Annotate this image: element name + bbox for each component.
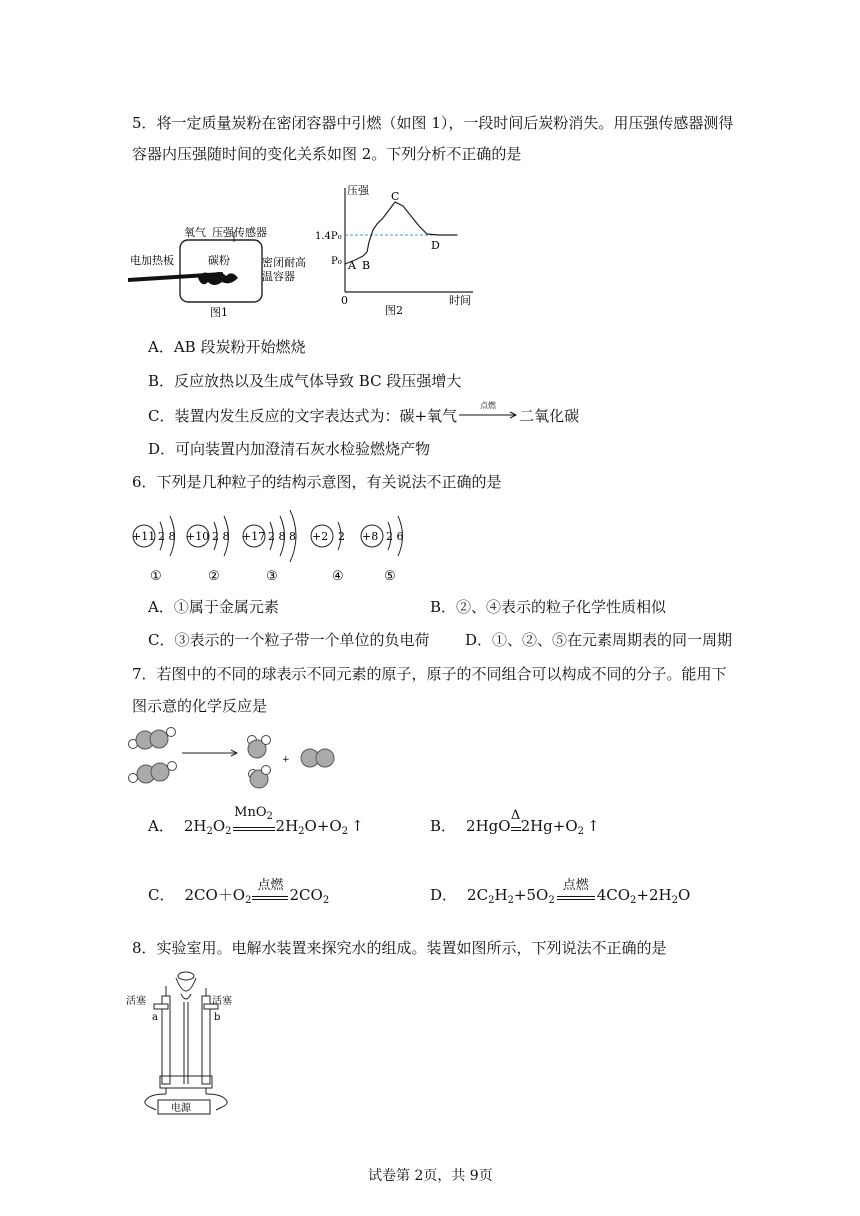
q7-option-c: C． $2CO+O_2$ 点燃 $2CO_2$ <box>148 878 330 906</box>
q5-option-c-condition: 点燃 <box>480 401 497 410</box>
fig1-container-label1: 密闭耐高 <box>262 256 306 269</box>
q7-stem-line1: 7．若图中的不同的球表示不同元素的原子，原子的不同组合可以构成不同的分子。能用下 <box>132 665 727 683</box>
q8-valve-right-label: 活塞 <box>212 996 232 1007</box>
atom-5 <box>361 516 404 584</box>
q6-atom-diagrams <box>128 502 428 588</box>
q7-c-condition: 点燃 <box>252 890 288 900</box>
svg-text:+2: +2 <box>312 530 329 543</box>
q7-d-condition: 点燃 <box>557 890 595 900</box>
q8-power-label: 电源 <box>171 1103 191 1114</box>
q6-stem: 6．下列是几种粒子的结构示意图，有关说法不正确的是 <box>132 473 502 491</box>
fig2-point-b: B <box>362 259 371 272</box>
q7-molecule-diagram <box>128 722 348 792</box>
reactant-molecule-2 <box>129 762 177 784</box>
q6-option-b: B．②、④表示的粒子化学性质相似 <box>430 598 667 616</box>
q5-option-c-arrow <box>457 401 519 421</box>
fig2-ylabel: 压强 <box>347 184 369 197</box>
q6-option-d: D．①、②、⑤在元素周期表的同一周期 <box>465 631 733 649</box>
svg-text:④: ④ <box>332 569 344 584</box>
q7-option-b: B． 2HgO Δ $2Hg+O_2$ ↑ <box>430 808 600 837</box>
product-water-1 <box>248 736 271 759</box>
plus-sign: + <box>282 755 290 765</box>
svg-text:2 8: 2 8 <box>212 530 230 543</box>
fig2-caption: 图2 <box>385 304 403 317</box>
svg-text:③: ③ <box>266 569 278 584</box>
fig1-sensor-label: 压强传感器 <box>212 226 267 239</box>
q7-b-condition: Δ <box>511 820 521 831</box>
q7-a-condition: MnO$_2$ <box>233 821 275 831</box>
fig1-container-label2: 温容器 <box>262 270 295 283</box>
fig2-origin: 0 <box>341 294 348 307</box>
svg-text:+10: +10 <box>186 530 210 543</box>
q5-stem-line2: 容器内压强随时间的变化关系如图 2。下列分析不正确的是 <box>132 145 522 163</box>
q7-option-d: D． $2C_2H_2+5O_2$ 点燃 $4CO_2+2H_2O$ <box>430 878 691 906</box>
fig2-p14-label: 1.4P₀ <box>315 231 342 242</box>
svg-text:2 8 8: 2 8 8 <box>268 530 296 543</box>
svg-text:+17: +17 <box>242 530 266 543</box>
atom-2 <box>186 516 230 584</box>
q8-tube-a-label: a <box>152 1012 158 1023</box>
svg-text:+11: +11 <box>132 530 156 543</box>
q5-stem-line1: 5．将一定质量炭粉在密闭容器中引燃（如图 1），一段时间后炭粉消失。用压强传感器测得 <box>132 114 734 132</box>
q8-stem: 8．实验室用。电解水装置来探究水的组成。装置如图所示，下列说法不正确的是 <box>132 939 667 957</box>
svg-text:2 6: 2 6 <box>386 530 404 543</box>
q5-figure2 <box>315 180 485 320</box>
svg-text:②: ② <box>208 569 220 584</box>
atom-3 <box>242 510 296 584</box>
q8-electrolysis-apparatus <box>126 966 236 1116</box>
fig1-carbon-label: 碳粉 <box>208 254 230 267</box>
q7-option-a: A． $2H_2O_2$ MnO$_2$ $2H_2O+O_2$ ↑ <box>148 805 364 837</box>
fig2-p0-label: P₀ <box>331 256 342 267</box>
q5-figure1 <box>128 212 328 322</box>
svg-text:+8: +8 <box>362 530 379 543</box>
q6-option-c: C．③表示的一个粒子带一个单位的负电荷 <box>148 631 430 649</box>
q7-stem-line2: 图示意的化学反应是 <box>132 697 268 715</box>
page-footer: 试卷第 2页，共 9页 <box>368 1168 493 1184</box>
fig2-xlabel: 时间 <box>449 294 471 307</box>
q5-option-d: D．可向装置内加澄清石灰水检验燃烧产物 <box>148 440 431 458</box>
atom-1 <box>132 516 176 584</box>
fig1-oxygen-label: 氧气 <box>184 226 206 239</box>
q5-option-b: B．反应放热以及生成气体导致 BC 段压强增大 <box>148 372 462 390</box>
fig1-heater-label: 电加热板 <box>130 254 174 267</box>
q5-option-c-pre: C．装置内发生反应的文字表达式为：碳+氧气 <box>148 407 458 425</box>
reactant-molecule-1 <box>129 728 176 750</box>
atom-4 <box>311 522 345 584</box>
q5-option-c <box>148 401 580 426</box>
product-oxygen <box>301 749 334 767</box>
q5-option-a: A．AB 段炭粉开始燃烧 <box>148 338 306 356</box>
svg-text:2 8: 2 8 <box>158 530 176 543</box>
fig2-point-c: C <box>391 190 400 203</box>
q8-tube-b-label: b <box>214 1012 221 1023</box>
q8-valve-left-label: 活塞 <box>126 996 146 1007</box>
fig2-point-a: A <box>348 259 356 272</box>
product-water-2 <box>249 766 271 789</box>
svg-text:①: ① <box>150 569 162 584</box>
svg-text:2: 2 <box>338 530 345 543</box>
q5-option-c-post: 二氧化碳 <box>519 407 580 425</box>
fig1-caption: 图1 <box>210 306 228 319</box>
q6-option-a: A．①属于金属元素 <box>148 598 279 616</box>
svg-text:⑤: ⑤ <box>384 569 396 584</box>
fig2-point-d: D <box>431 239 440 252</box>
